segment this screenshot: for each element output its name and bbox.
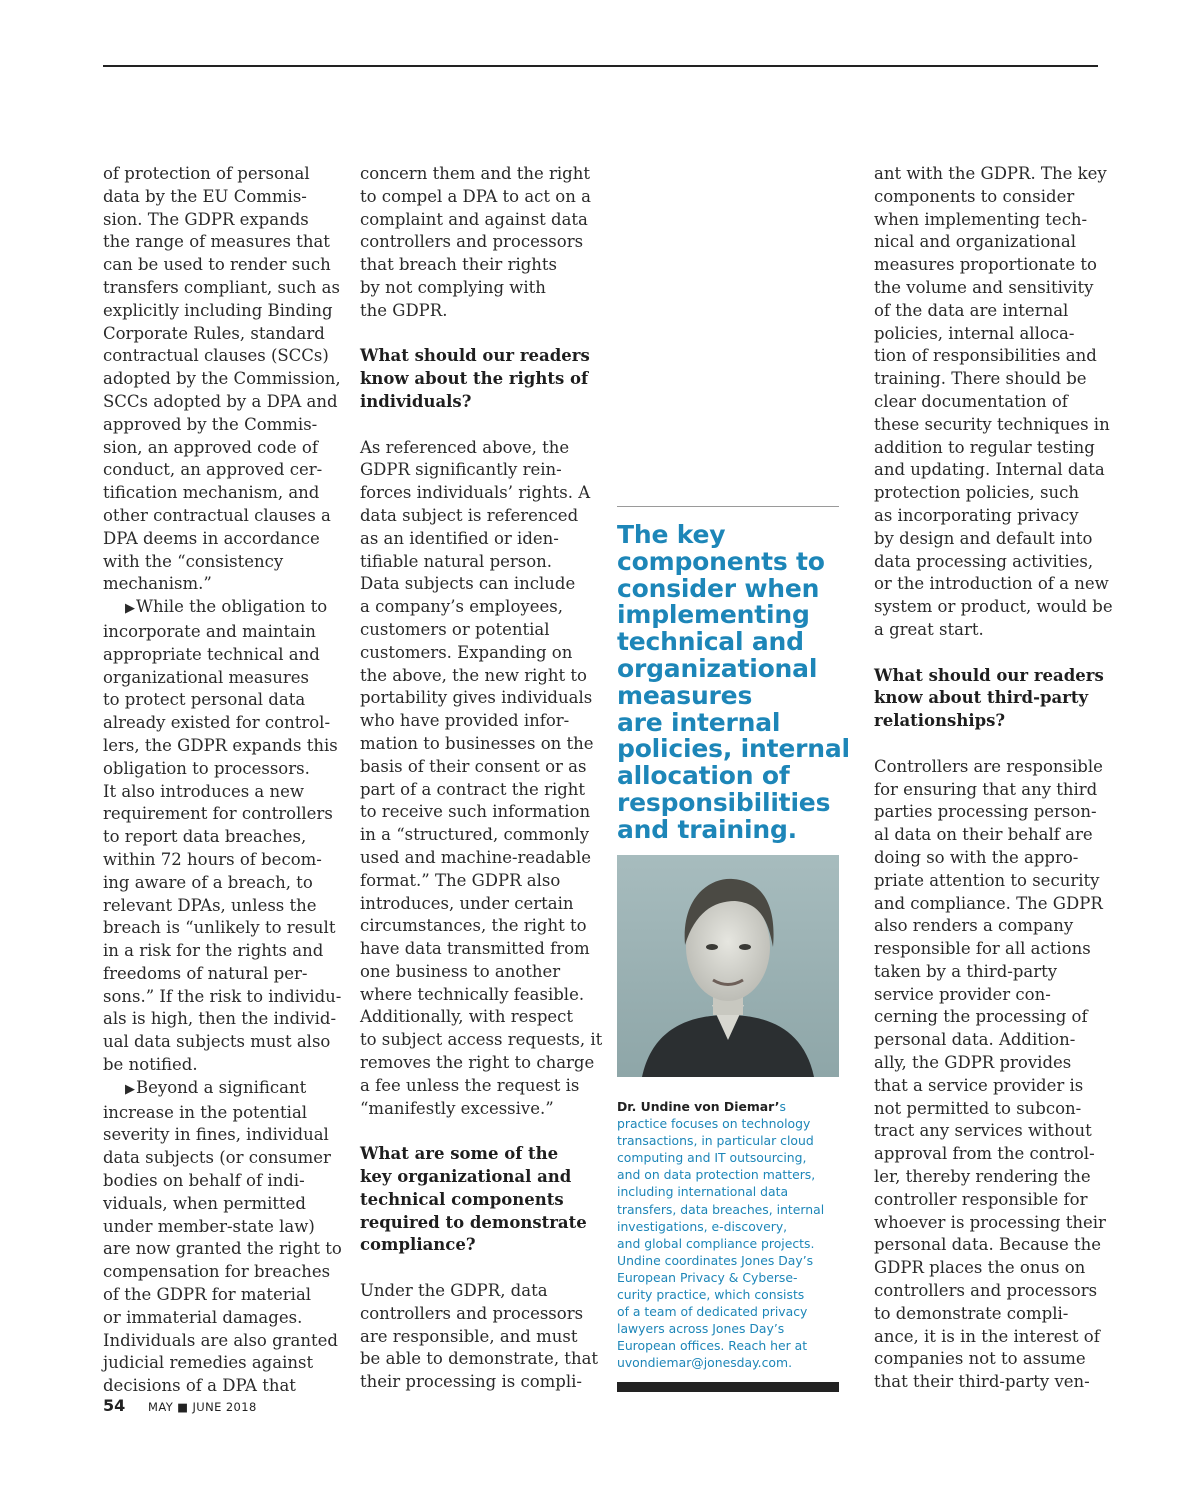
body-text-line: these security techniques in: [874, 414, 1110, 434]
body-text-line: and compliance. The GDPR: [874, 893, 1103, 913]
body-text-line: addition to regular testing: [874, 437, 1095, 457]
bio-line: computing and IT outsourcing,: [617, 1150, 807, 1166]
body-text-line: also renders a company: [874, 916, 1074, 936]
body-text-line: to receive such information: [360, 802, 591, 822]
body-text-line: DPA deems in accordance: [103, 528, 320, 548]
section-heading-line: compliance?: [360, 1235, 476, 1255]
body-text-line: complaint and against data: [360, 209, 588, 229]
body-text-line: where technically feasible.: [360, 984, 585, 1004]
body-text-line: have data transmitted from: [360, 939, 590, 959]
body-text-line: tification mechanism, and: [103, 483, 320, 503]
body-text-line: by design and default into: [874, 528, 1093, 548]
body-text-line: responsible for all actions: [874, 939, 1091, 959]
pullquote-line: responsibilities: [617, 787, 831, 817]
body-text-line: ual data subjects must also: [103, 1032, 331, 1052]
body-text-line: Controllers are responsible: [874, 756, 1103, 776]
body-text-line: compensation for breaches: [103, 1262, 331, 1282]
body-text-line: to subject access requests, it: [360, 1030, 603, 1050]
body-text-line: SCCs adopted by a DPA and: [103, 391, 338, 411]
body-text-line: Additionally, with respect: [360, 1007, 574, 1027]
body-text-line: training. There should be: [874, 369, 1087, 389]
body-text-line: GDPR significantly rein-: [360, 460, 562, 480]
body-text-line: of the GDPR for material: [103, 1285, 312, 1305]
bio-line: Undine coordinates Jones Day’s: [617, 1252, 814, 1268]
body-text-line: components to consider: [874, 186, 1075, 206]
body-text-line: tract any services without: [874, 1121, 1092, 1141]
body-text-line: adopted by the Commission,: [103, 369, 341, 389]
paragraph-gap: [360, 414, 592, 437]
body-text-line: in a “structured, commonly: [360, 825, 590, 845]
body-text-line: used and machine-readable: [360, 847, 592, 867]
body-text-line: protection policies, such: [874, 483, 1079, 503]
section-heading-line: know about third-party: [874, 688, 1089, 708]
top-rule: [103, 65, 1098, 67]
section-heading-line: key organizational and: [360, 1167, 572, 1187]
body-text-line: al data on their behalf are: [874, 825, 1093, 845]
body-text-line: a great start.: [874, 619, 984, 639]
body-text-line: or immaterial damages.: [103, 1307, 303, 1327]
body-text-line: sion. The GDPR expands: [103, 209, 309, 229]
body-text-line: in a risk for the rights and: [103, 941, 324, 961]
paragraph-gap: [360, 323, 592, 346]
body-text-line: ler, thereby rendering the: [874, 1167, 1091, 1187]
paragraph-gap: [874, 642, 1106, 665]
body-text-line: doing so with the appro-: [874, 847, 1079, 867]
body-text-line: priate attention to security: [874, 870, 1100, 890]
body-text-line: as incorporating privacy: [874, 505, 1079, 525]
body-text-line: personal data. Addition-: [874, 1030, 1076, 1050]
body-text-line: who have provided infor-: [360, 711, 570, 731]
body-text-line: judicial remedies against: [103, 1353, 314, 1373]
body-text-line: as an identified or iden-: [360, 528, 559, 548]
bio-line: lawyers across Jones Day’s: [617, 1321, 785, 1337]
pullquote-line: organizational: [617, 653, 818, 683]
body-text-line: controllers and processors: [874, 1281, 1098, 1301]
pullquote-line: policies, internal: [617, 734, 850, 764]
body-text-line: system or product, would be: [874, 597, 1113, 617]
body-text-line: GDPR places the onus on: [874, 1258, 1086, 1278]
pullquote-line: The key: [617, 520, 726, 549]
body-text-line: their processing is compli-: [360, 1372, 582, 1392]
body-text-line: removes the right to charge: [360, 1053, 595, 1073]
body-text-line: portability gives individuals: [360, 688, 593, 708]
page-number: 54: [103, 1396, 126, 1415]
body-text-line: the GDPR.: [360, 300, 448, 320]
body-text-line: sons.” If the risk to individu-: [103, 986, 342, 1006]
body-text-line: Corporate Rules, standard: [103, 323, 325, 343]
body-text-line: obligation to processors.: [103, 758, 310, 778]
author-photo: [617, 855, 839, 1077]
body-text-line: other contractual clauses a: [103, 505, 331, 525]
author-portrait-image: [617, 855, 839, 1077]
bio-line: curity practice, which consists: [617, 1287, 805, 1303]
body-text-line: parties processing person-: [874, 802, 1097, 822]
body-text-line: explicitly including Binding: [103, 300, 333, 320]
bio-line: European Privacy & Cyberse-: [617, 1269, 798, 1285]
body-text-line: that their third-party ven-: [874, 1372, 1090, 1392]
body-text-line: basis of their consent or as: [360, 756, 587, 776]
body-text-line: decisions of a DPA that: [103, 1376, 296, 1396]
body-text-line: cerning the processing of: [874, 1007, 1088, 1027]
body-text-line: can be used to render such: [103, 255, 331, 275]
body-text-line: the range of measures that: [103, 232, 330, 252]
body-text-line: to compel a DPA to act on a: [360, 186, 591, 206]
body-text-line: to protect personal data: [103, 690, 306, 710]
body-text-line: and updating. Internal data: [874, 460, 1105, 480]
body-text-line: conduct, an approved cer-: [103, 460, 323, 480]
body-text-line: lers, the GDPR expands this: [103, 735, 338, 755]
body-text-line: forces individuals’ rights. A: [360, 483, 591, 503]
body-text-line: tifiable natural person.: [360, 551, 553, 571]
body-text-line: ing aware of a breach, to: [103, 872, 313, 892]
body-text-line: increase in the potential: [103, 1102, 308, 1122]
body-text-line: transfers compliant, such as: [103, 277, 340, 297]
pullquote-line: implementing: [617, 600, 810, 630]
body-text-line: companies not to assume: [874, 1349, 1086, 1369]
body-text-line: personal data. Because the: [874, 1235, 1102, 1255]
body-text-line: clear documentation of: [874, 391, 1068, 411]
bio-line: including international data: [617, 1184, 789, 1200]
author-name: Dr. Undine von Diemar’: [617, 1099, 780, 1114]
body-text-line: sion, an approved code of: [103, 437, 318, 457]
body-text-line: data by the EU Commis-: [103, 186, 307, 206]
section-heading-line: What should our readers: [874, 665, 1104, 685]
paragraph-gap: [360, 1257, 592, 1280]
body-text-line: mation to businesses on the: [360, 733, 594, 753]
body-text-line: breach is “unlikely to result: [103, 918, 336, 938]
body-text-line: controllers and processors: [360, 232, 584, 252]
body-text-line: be able to demonstrate, that: [360, 1349, 599, 1369]
body-text-line: relevant DPAs, unless the: [103, 895, 317, 915]
pullquote-line: allocation of: [617, 761, 790, 791]
body-text-line: ant with the GDPR. The key: [874, 164, 1107, 183]
body-text-line: Individuals are also granted: [103, 1330, 338, 1350]
body-text-line: ance, it is in the interest of: [874, 1326, 1100, 1346]
section-heading-line: What should our readers: [360, 346, 590, 366]
pullquote-rule: [617, 506, 839, 507]
body-text-line: It also introduces a new: [103, 781, 305, 801]
body-text-line: of the data are internal: [874, 300, 1069, 320]
body-text-line: incorporate and maintain: [103, 621, 316, 641]
body-text-line: requirement for controllers: [103, 804, 333, 824]
body-text-line: appropriate technical and: [103, 644, 320, 664]
body-text-line: als is high, then the individ-: [103, 1009, 337, 1029]
body-text-line: ▶ While the obligation to: [103, 596, 335, 621]
bio-line: practice focuses on technology: [617, 1116, 811, 1132]
pullquote-line: measures: [617, 680, 753, 710]
body-text-line: are now granted the right to: [103, 1239, 342, 1259]
body-text-line: that a service provider is: [874, 1075, 1084, 1095]
body-text-line: or the introduction of a new: [874, 574, 1109, 594]
body-text-line: the above, the new right to: [360, 665, 587, 685]
body-text-line: Under the GDPR, data: [360, 1281, 548, 1301]
issue-date: MAY ■ JUNE 2018: [148, 1400, 257, 1414]
bio-line: and on data protection matters,: [617, 1167, 816, 1183]
body-text-line: approved by the Commis-: [103, 414, 318, 434]
section-heading-line: required to demonstrate: [360, 1212, 587, 1232]
body-text-line: bodies on behalf of indi-: [103, 1171, 305, 1191]
body-text-line: a company’s employees,: [360, 597, 563, 617]
author-bio: [617, 1098, 857, 1372]
pullquote-line: consider when: [617, 573, 820, 603]
body-text-line: “manifestly excessive.”: [360, 1098, 554, 1118]
bio-bar: [617, 1382, 839, 1392]
body-text-line: freedoms of natural per-: [103, 963, 308, 983]
paragraph-gap: [874, 733, 1106, 756]
body-text-line: contractual clauses (SCCs): [103, 346, 329, 366]
body-text-line: taken by a third-party: [874, 961, 1058, 981]
pullquote-line: technical and: [617, 627, 804, 657]
bio-line: investigations, e-discovery,: [617, 1218, 788, 1234]
body-text-line: nical and organizational: [874, 232, 1077, 252]
body-text-line: part of a contract the right: [360, 779, 586, 799]
pullquote-line: components to: [617, 546, 825, 576]
body-text-line: to report data breaches,: [103, 827, 307, 847]
body-text-line: data subject is referenced: [360, 505, 579, 525]
body-text-line: Data subjects can include: [360, 574, 576, 594]
body-text-line: customers or potential: [360, 619, 550, 639]
body-text-line: a fee unless the request is: [360, 1075, 580, 1095]
body-text-line: data processing activities,: [874, 551, 1094, 571]
body-text-line: are responsible, and must: [360, 1326, 578, 1346]
body-text-line: when implementing tech-: [874, 209, 1088, 229]
body-text-line: with the “consistency: [103, 551, 284, 571]
body-text-line: already existed for control-: [103, 713, 331, 733]
section-heading-line: relationships?: [874, 711, 1006, 731]
body-text-line: not permitted to subcon-: [874, 1098, 1082, 1118]
body-text-line: one business to another: [360, 961, 561, 981]
body-text-line: format.” The GDPR also: [360, 870, 561, 890]
body-text-line: viduals, when permitted: [103, 1193, 306, 1213]
section-heading-line: What are some of the: [360, 1144, 559, 1164]
body-text-line: ▶ Beyond a significant: [103, 1077, 335, 1102]
body-text-line: ally, the GDPR provides: [874, 1053, 1072, 1073]
bio-line: European offices. Reach her at: [617, 1338, 808, 1354]
body-text-line: to demonstrate compli-: [874, 1303, 1069, 1323]
body-text-line: of protection of personal: [103, 164, 310, 183]
body-text-line: within 72 hours of becom-: [103, 849, 322, 869]
body-text-line: customers. Expanding on: [360, 642, 573, 662]
body-text-line: approval from the control-: [874, 1144, 1095, 1164]
section-heading-line: individuals?: [360, 391, 472, 411]
section-heading-line: know about the rights of: [360, 369, 589, 389]
body-text-line: introduces, under certain: [360, 893, 574, 913]
pullquote-line: are internal: [617, 707, 781, 737]
body-column-4: [874, 163, 1113, 1394]
body-text-line: be notified.: [103, 1055, 198, 1075]
body-text-line: policies, internal alloca-: [874, 323, 1075, 343]
pullquote: [617, 522, 857, 844]
body-text-line: measures proportionate to: [874, 255, 1097, 275]
body-text-line: concern them and the right: [360, 164, 591, 183]
bio-line: and global compliance projects.: [617, 1235, 815, 1251]
pullquote-line: and training.: [617, 814, 797, 844]
body-text-line: controllers and processors: [360, 1303, 584, 1323]
body-text-line: controller responsible for: [874, 1189, 1088, 1209]
body-text-line: that breach their rights: [360, 255, 558, 275]
paragraph-gap: [360, 1120, 592, 1143]
body-text-line: tion of responsibilities and: [874, 346, 1097, 366]
bio-line: uvondiemar@jonesday.com.: [617, 1355, 793, 1371]
body-text-line: service provider con-: [874, 984, 1051, 1004]
body-column-1: [103, 163, 342, 1398]
body-column-2: [360, 163, 603, 1394]
section-heading-line: technical components: [360, 1189, 564, 1209]
body-text-line: whoever is processing their: [874, 1212, 1106, 1232]
body-text-line: under member-state law): [103, 1216, 315, 1236]
bio-line: transfers, data breaches, internal: [617, 1201, 825, 1217]
bio-line: transactions, in particular cloud: [617, 1133, 814, 1149]
author-name-tail: s: [779, 1099, 786, 1114]
body-text-line: organizational measures: [103, 667, 309, 687]
body-text-line: As referenced above, the: [360, 437, 570, 457]
body-text-line: for ensuring that any third: [874, 779, 1098, 799]
body-text-line: severity in fines, individual: [103, 1125, 329, 1145]
body-text-line: data subjects (or consumer: [103, 1148, 331, 1168]
bio-line: of a team of dedicated privacy: [617, 1304, 808, 1320]
body-text-line: by not complying with: [360, 277, 546, 297]
body-text-line: circumstances, the right to: [360, 916, 587, 936]
body-text-line: the volume and sensitivity: [874, 277, 1094, 297]
body-text-line: mechanism.”: [103, 574, 212, 594]
